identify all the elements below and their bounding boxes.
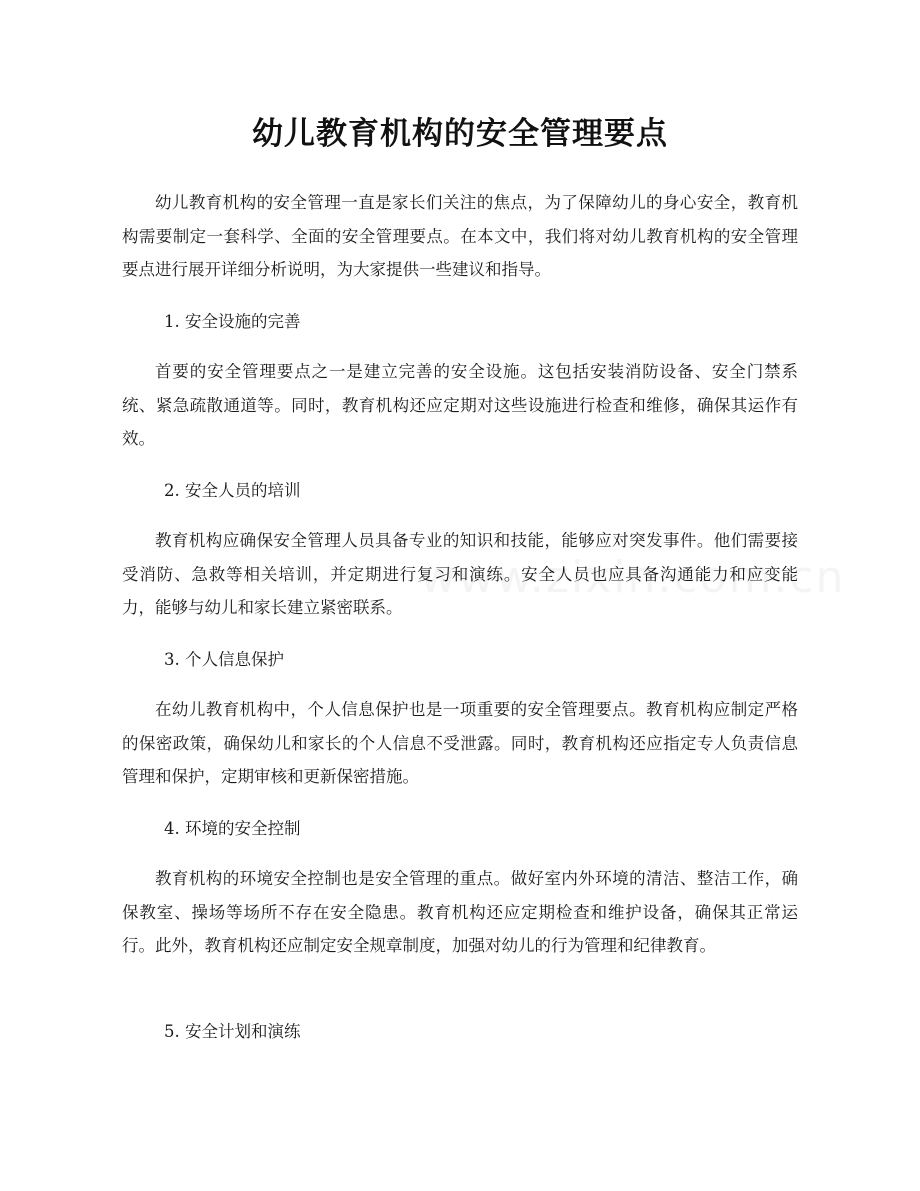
section-heading-5: 5. 安全计划和演练	[164, 1022, 301, 1041]
section-heading-1: 1. 安全设施的完善	[164, 312, 301, 331]
document-title: 幼儿教育机构的安全管理要点	[252, 116, 668, 152]
section-heading-4: 4. 环境的安全控制	[164, 819, 301, 838]
intro-paragraph: 幼儿教育机构的安全管理一直是家长们关注的焦点，为了保障幼儿的身心安全，教育机构需要制定一套科学、全面的安全管理要点。在本文中，我们将对幼儿教育机构的安全管理要点进行展开详细分析说明，为大家提供一些建议和指导。	[122, 193, 798, 279]
section-body-1: 首要的安全管理要点之一是建立完善的安全设施。这包括安装消防设备、安全门禁系统、紧急疏散通道等。同时，教育机构还应定期对这些设施进行检查和维修，确保其运作有效。	[122, 362, 798, 448]
section-heading-3: 3. 个人信息保护	[164, 650, 284, 669]
section-heading-2: 2. 安全人员的培训	[164, 481, 301, 500]
section-body-2: 教育机构应确保安全管理人员具备专业的知识和技能，能够应对突发事件。他们需要接受消防、急救等相关培训，并定期进行复习和演练。安全人员也应具备沟通能力和应变能力，能够与幼儿和家长建立紧密联系。	[122, 531, 798, 617]
section-body-3: 在幼儿教育机构中，个人信息保护也是一项重要的安全管理要点。教育机构应制定严格的保密政策，确保幼儿和家长的个人信息不受泄露。同时，教育机构还应指定专人负责信息管理和保护，定期审核和更新保密措施。	[122, 700, 798, 786]
section-body-4: 教育机构的环境安全控制也是安全管理的重点。做好室内外环境的清洁、整洁工作，确保教室、操场等场所不存在安全隐患。教育机构还应定期检查和维护设备，确保其正常运行。此外，教育机构还应制定安全规章制度，加强对幼儿的行为管理和纪律教育。	[122, 869, 798, 955]
